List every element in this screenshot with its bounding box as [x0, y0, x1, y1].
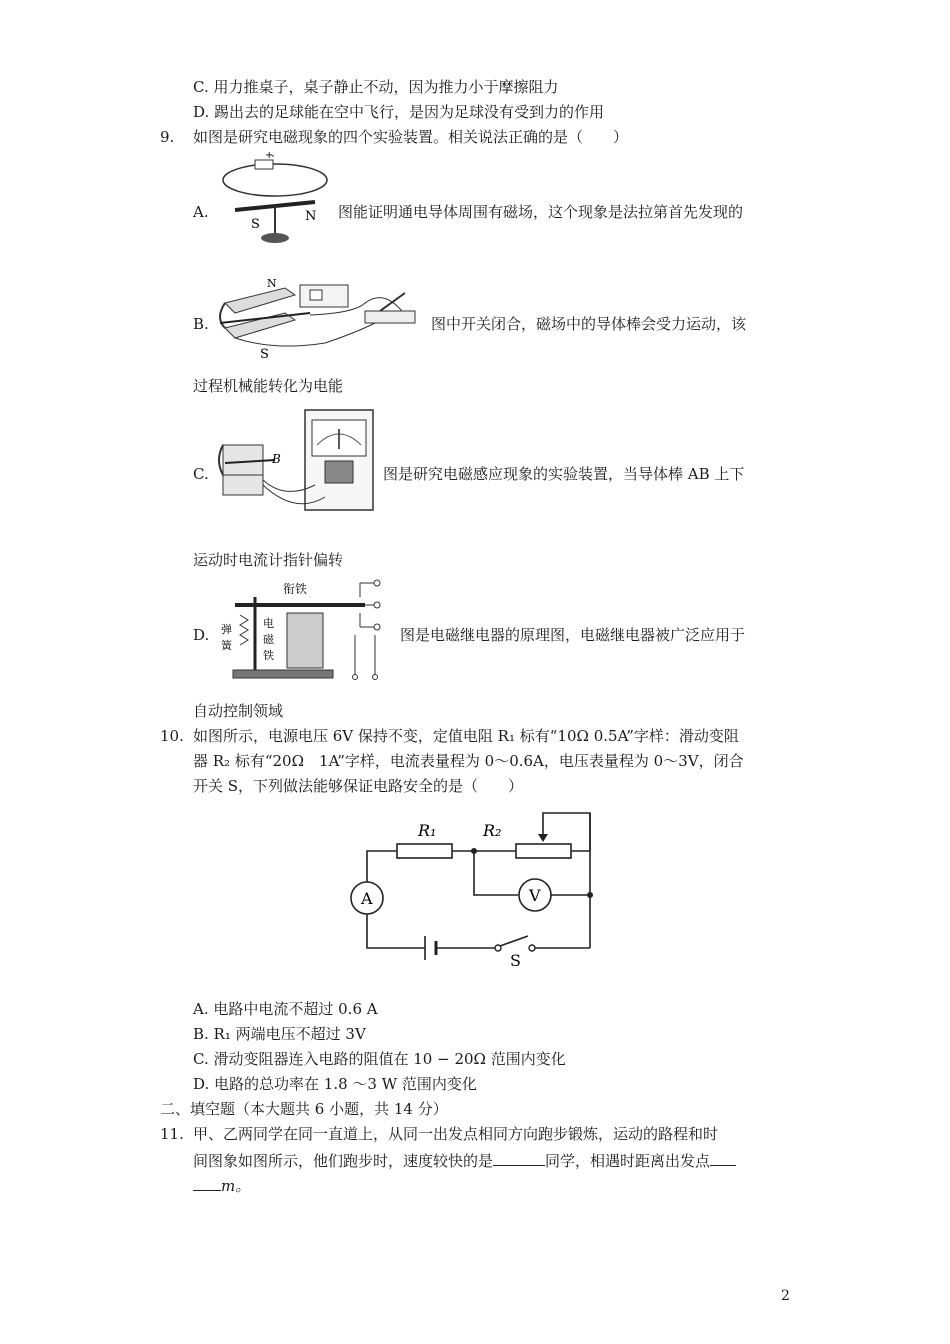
fig-b-n-label: N — [267, 277, 277, 290]
fig-b-s-label: S — [260, 347, 269, 362]
q9-c-continuation: 运动时电流计指针偏转 — [193, 551, 344, 569]
q9-stem: 如图是研究电磁现象的四个实验装置。相关说法正确的是（ ） — [193, 128, 629, 146]
section-heading: 二、填空题（本大题共 6 小题，共 14 分） — [160, 1100, 448, 1118]
fig-a-s-label: S — [251, 217, 260, 232]
q9-d-label: D. — [193, 626, 210, 644]
answer-blank-2-end[interactable] — [193, 1174, 221, 1191]
answer-blank-2-start[interactable] — [710, 1149, 736, 1166]
q10-line-2: 器 R₂ 标有“20Ω 1A”字样，电流表量程为 0～0.6A，电压表量程为 0～3V，闭合 — [193, 752, 744, 770]
q8-option-c: C. 用力推桌子，桌子静止不动，因为推力小于摩擦阻力 — [193, 78, 559, 96]
q10-line-1: 如图所示，电源电压 6V 保持不变，定值电阻 R₁ 标有“10Ω 0.5A”字样：滑动变阻 — [193, 727, 739, 745]
page-number: 2 — [781, 1288, 790, 1304]
q11-line-2-text-b: 同学，相遇时距离出发点 — [545, 1152, 711, 1170]
fig-d-magnet-char-2: 磁 — [263, 633, 274, 646]
q11-unit: m。 — [221, 1177, 251, 1195]
q9-b-text: 图中开关闭合，磁场中的导体棒会受力运动，该 — [431, 315, 747, 333]
ammeter-label: A — [361, 889, 373, 908]
q11-line-1: 甲、乙两同学在同一直道上，从同一出发点相同方向跑步锻炼，运动的路程和时 — [193, 1125, 719, 1143]
fig-d-spring-char-2: 簧 — [221, 639, 232, 652]
fig-a-n-label: N — [305, 209, 317, 224]
circuit-r1-label: R₁ — [418, 821, 437, 840]
q11-line-3 — [193, 1174, 250, 1196]
q9-b-label: B. — [193, 315, 209, 333]
q10-option-d: D. 电路的总功率在 1.8 ～3 W 范围内变化 — [193, 1075, 477, 1093]
electromagnetic-relay-figure — [215, 575, 390, 685]
q10-circuit-diagram — [340, 808, 605, 970]
q10-number: 10. — [160, 727, 184, 745]
q9-a-text: 图能证明通电导体周围有磁场，这个现象是法拉第首先发现的 — [338, 203, 744, 221]
q10-option-a: A. 电路中电流不超过 0.6 A — [193, 1000, 378, 1018]
answer-blank-1[interactable] — [493, 1149, 545, 1166]
oersted-experiment-figure — [215, 152, 335, 252]
q8-option-d: D. 踢出去的足球能在空中飞行，是因为足球没有受到力的作用 — [193, 103, 605, 121]
q9-a-label: A. — [193, 203, 209, 221]
q9-number: 9. — [160, 128, 175, 146]
motor-principle-figure — [215, 273, 427, 363]
q10-line-3: 开关 S，下列做法能够保证电路安全的是（ ） — [193, 777, 524, 795]
q9-c-text: 图是研究电磁感应现象的实验装置，当导体棒 AB 上下 — [383, 465, 745, 483]
fig-d-magnet-char-1: 电 — [263, 617, 274, 630]
q11-line-2-text-a: 间图象如图所示，他们跑步时，速度较快的是 — [193, 1152, 494, 1170]
fig-d-magnet-char-3: 铁 — [263, 649, 274, 662]
fig-c-b-label: B — [272, 452, 281, 466]
voltmeter-label: V — [529, 886, 541, 905]
q10-option-b: B. R₁ 两端电压不超过 3V — [193, 1025, 366, 1043]
q10-option-c: C. 滑动变阻器连入电路的阻值在 10 − 20Ω 范围内变化 — [193, 1050, 566, 1068]
q11-line-2 — [193, 1149, 736, 1171]
q9-d-continuation: 自动控制领域 — [193, 702, 284, 720]
switch-label: S — [510, 951, 521, 970]
q9-c-label: C. — [193, 465, 209, 483]
circuit-r2-label: R₂ — [483, 821, 502, 840]
fig-d-armature-label: 衔铁 — [283, 582, 308, 596]
fig-d-spring-char-1: 弹 — [221, 623, 232, 636]
svg-text:+: + — [265, 152, 274, 161]
q11-number: 11. — [160, 1125, 184, 1143]
q9-d-text: 图是电磁继电器的原理图，电磁继电器被广泛应用于 — [400, 626, 746, 644]
electromagnetic-induction-figure — [215, 405, 380, 517]
q9-b-continuation: 过程机械能转化为电能 — [193, 377, 344, 395]
